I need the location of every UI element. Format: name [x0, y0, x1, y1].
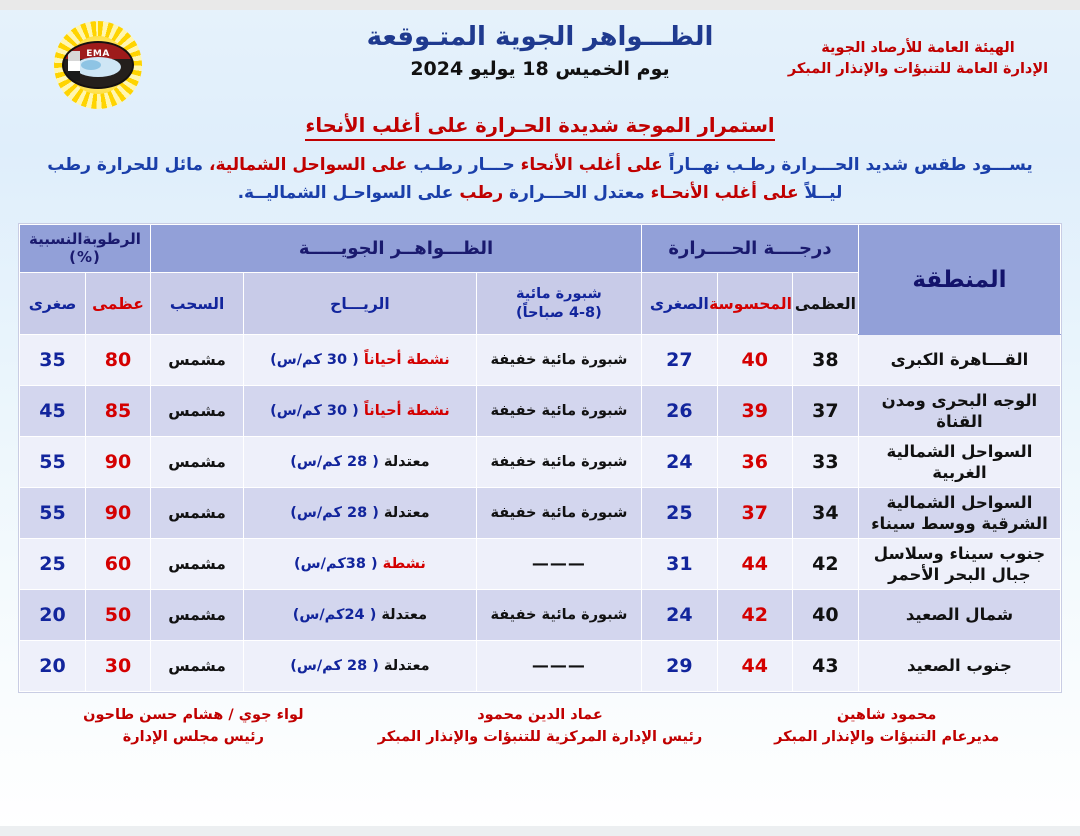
forecast-date: يوم الخميس 18 يوليو 2024	[410, 58, 670, 80]
fog-label-line1: شبورة مائية	[515, 286, 602, 303]
cell-cloud: مشمس	[150, 590, 243, 641]
fog-label-line2: (4-8 صباحاً)	[515, 304, 602, 321]
cell-humidity-max: 80	[86, 335, 151, 386]
cell-temp-min: 24	[642, 437, 717, 488]
cell-temp-feels: 37	[717, 488, 792, 539]
cell-temp-feels: 44	[717, 641, 792, 692]
wind-speed: ( 28 كم/س)	[290, 658, 379, 675]
cell-wind	[244, 539, 476, 590]
col-header-cloud: السحب	[150, 273, 243, 335]
col-group-phenomena: الظـــواهــر الجويـــــة	[150, 225, 641, 273]
cell-temp-max: 40	[792, 590, 858, 641]
cell-temp-min: 25	[642, 488, 717, 539]
col-header-wind: الريـــاح	[244, 273, 476, 335]
cell-humidity-max: 30	[86, 641, 151, 692]
cell-cloud: مشمس	[150, 539, 243, 590]
signature-right-name: محمود شاهين	[836, 707, 937, 724]
signature-left	[20, 705, 367, 749]
forecast-table-body	[20, 335, 1061, 692]
cell-wind	[244, 590, 476, 641]
logo-initials: EMA	[86, 49, 110, 59]
cell-humidity-max: 85	[86, 386, 151, 437]
col-group-humidity	[20, 225, 151, 273]
cell-temp-max: 33	[792, 437, 858, 488]
wind-description: نشطة أحياناً	[358, 352, 450, 369]
forecast-table	[19, 224, 1061, 692]
cell-wind	[244, 335, 476, 386]
cell-temp-min: 31	[642, 539, 717, 590]
cell-fog: شبورة مائية خفيفة	[476, 488, 641, 539]
summary-seg-3: حـــار رطـب	[413, 155, 515, 175]
cell-cloud: مشمس	[150, 488, 243, 539]
col-header-region: المنطقة	[858, 225, 1060, 335]
summary-seg-8: رطب	[459, 183, 504, 204]
signature-middle	[367, 705, 714, 749]
cell-humidity-min: 55	[20, 488, 86, 539]
forecast-summary	[26, 151, 1054, 207]
agency-name: الهيئة العامة للأرصاد الجوية	[821, 40, 1015, 56]
bottom-edge-bar	[0, 826, 1080, 836]
cell-temp-feels: 42	[717, 590, 792, 641]
signature-left-name: لواء جوي / هشام حسن طاحون	[83, 707, 304, 724]
cell-humidity-min: 35	[20, 335, 86, 386]
cell-wind	[244, 641, 476, 692]
col-header-fog	[476, 273, 641, 335]
col-header-hmax: عظمى	[86, 273, 151, 335]
cell-wind	[244, 386, 476, 437]
table-row	[20, 386, 1061, 437]
wind-speed: ( 30 كم/س)	[270, 403, 359, 420]
cell-region: السواحل الشمالية الشرقية ووسط سيناء	[858, 488, 1060, 539]
cell-temp-min: 29	[642, 641, 717, 692]
cell-fog: شبورة مائية خفيفة	[476, 386, 641, 437]
table-row	[20, 641, 1061, 692]
cell-humidity-min: 20	[20, 590, 86, 641]
forecast-table-container	[18, 223, 1062, 693]
cell-temp-feels: 39	[717, 386, 792, 437]
cell-fog: ———	[476, 641, 641, 692]
flag-icon	[68, 51, 80, 81]
ema-logo	[48, 20, 148, 110]
alert-headline	[0, 114, 1080, 137]
summary-seg-2: على أغلب الأنحاء	[520, 155, 663, 175]
cell-cloud: مشمس	[150, 386, 243, 437]
cell-humidity-min: 25	[20, 539, 86, 590]
summary-seg-7: معتدل الحـــرارة	[509, 183, 645, 204]
cell-cloud: مشمس	[150, 335, 243, 386]
cell-region: القـــاهرة الكبرى	[858, 335, 1060, 386]
wind-speed: ( 28 كم/س)	[290, 454, 379, 471]
agency-department: الإدارة العامة للتنبؤات والإنذار المبكر	[787, 61, 1049, 78]
wind-description: معتدلة	[378, 658, 430, 675]
cell-fog: شبورة مائية خفيفة	[476, 590, 641, 641]
humidity-label-line1: الرطوبةالنسبية	[29, 230, 141, 249]
cell-humidity-max: 50	[86, 590, 151, 641]
poster-header	[0, 0, 1080, 100]
cell-wind	[244, 437, 476, 488]
table-row	[20, 539, 1061, 590]
table-row	[20, 488, 1061, 539]
cell-temp-min: 24	[642, 590, 717, 641]
cloud-icon	[75, 57, 121, 77]
cell-temp-max: 34	[792, 488, 858, 539]
cell-wind	[244, 488, 476, 539]
cell-humidity-max: 90	[86, 437, 151, 488]
cell-temp-max: 43	[792, 641, 858, 692]
wind-description: معتدلة	[376, 607, 428, 624]
cell-humidity-max: 60	[86, 539, 151, 590]
signature-right-role: مديرعام التنبؤات والإنذار المبكر	[774, 728, 1000, 745]
cell-cloud: مشمس	[150, 641, 243, 692]
page-title: الظـــواهر الجوية المتـوقعة	[366, 22, 714, 52]
humidity-label-line2: (%)	[69, 247, 101, 266]
wind-description: نشطة أحياناً	[358, 403, 450, 420]
agency-identity	[778, 38, 1058, 80]
cell-humidity-min: 55	[20, 437, 86, 488]
cell-humidity-min: 45	[20, 386, 86, 437]
cell-region: جنوب سيناء وسلاسل جبال البحر الأحمر	[858, 539, 1060, 590]
summary-seg-5: مائل للحرارة رطب ليــلاً	[47, 155, 843, 204]
wind-description: معتدلة	[378, 505, 430, 522]
signature-left-role: رئيس مجلس الإدارة	[122, 728, 264, 745]
cell-temp-min: 27	[642, 335, 717, 386]
cell-humidity-min: 20	[20, 641, 86, 692]
signature-footer	[20, 705, 1060, 749]
cell-temp-max: 42	[792, 539, 858, 590]
cell-region: جنوب الصعيد	[858, 641, 1060, 692]
cell-temp-feels: 36	[717, 437, 792, 488]
logo-badge	[62, 41, 134, 89]
signature-middle-role: رئيس الإدارة المركزية للتنبؤات والإنذار المبكر	[377, 728, 703, 745]
cell-fog: شبورة مائية خفيفة	[476, 335, 641, 386]
table-row	[20, 437, 1061, 488]
cell-temp-max: 37	[792, 386, 858, 437]
signature-middle-name: عماد الدين محمود	[477, 707, 603, 724]
signature-right	[713, 705, 1060, 749]
cell-region: الوجه البحرى ومدن القناة	[858, 386, 1060, 437]
col-header-tmax: العظمى	[792, 273, 858, 335]
col-header-hmin: صغرى	[20, 273, 86, 335]
wind-speed: ( 38كم/س)	[294, 556, 378, 573]
cell-fog: شبورة مائية خفيفة	[476, 437, 641, 488]
cell-temp-feels: 44	[717, 539, 792, 590]
cell-temp-min: 26	[642, 386, 717, 437]
cell-fog: ———	[476, 539, 641, 590]
cell-region: شمال الصعيد	[858, 590, 1060, 641]
cell-region: السواحل الشمالية الغربية	[858, 437, 1060, 488]
summary-seg-4: على السواحل الشمالية،	[209, 155, 408, 175]
alert-headline-text: استمرار الموجة شديدة الحـرارة على أغلب الأنحاء	[305, 114, 774, 141]
wind-speed: ( 28 كم/س)	[290, 505, 379, 522]
cell-cloud: مشمس	[150, 437, 243, 488]
cell-temp-max: 38	[792, 335, 858, 386]
col-header-tmin: الصغرى	[642, 273, 717, 335]
wind-description: نشطة	[377, 556, 426, 573]
table-group-header-row	[20, 225, 1061, 273]
col-header-tfeel: المحسوسة	[717, 273, 792, 335]
summary-seg-6: على أغلب الأنحـاء	[650, 183, 799, 204]
wind-description: معتدلة	[378, 454, 430, 471]
wind-speed: ( 30 كم/س)	[270, 352, 359, 369]
col-group-temperature: درجــــة الحــــرارة	[642, 225, 859, 273]
cell-temp-feels: 40	[717, 335, 792, 386]
table-row	[20, 335, 1061, 386]
cell-humidity-max: 90	[86, 488, 151, 539]
summary-seg-9: على السواحـل الشماليــة.	[237, 183, 454, 204]
summary-seg-1: يســـود طقس شديد الحـــرارة رطـب نهــاراً	[668, 155, 1033, 175]
table-row	[20, 590, 1061, 641]
wind-speed: ( 24كم/س)	[292, 607, 377, 624]
